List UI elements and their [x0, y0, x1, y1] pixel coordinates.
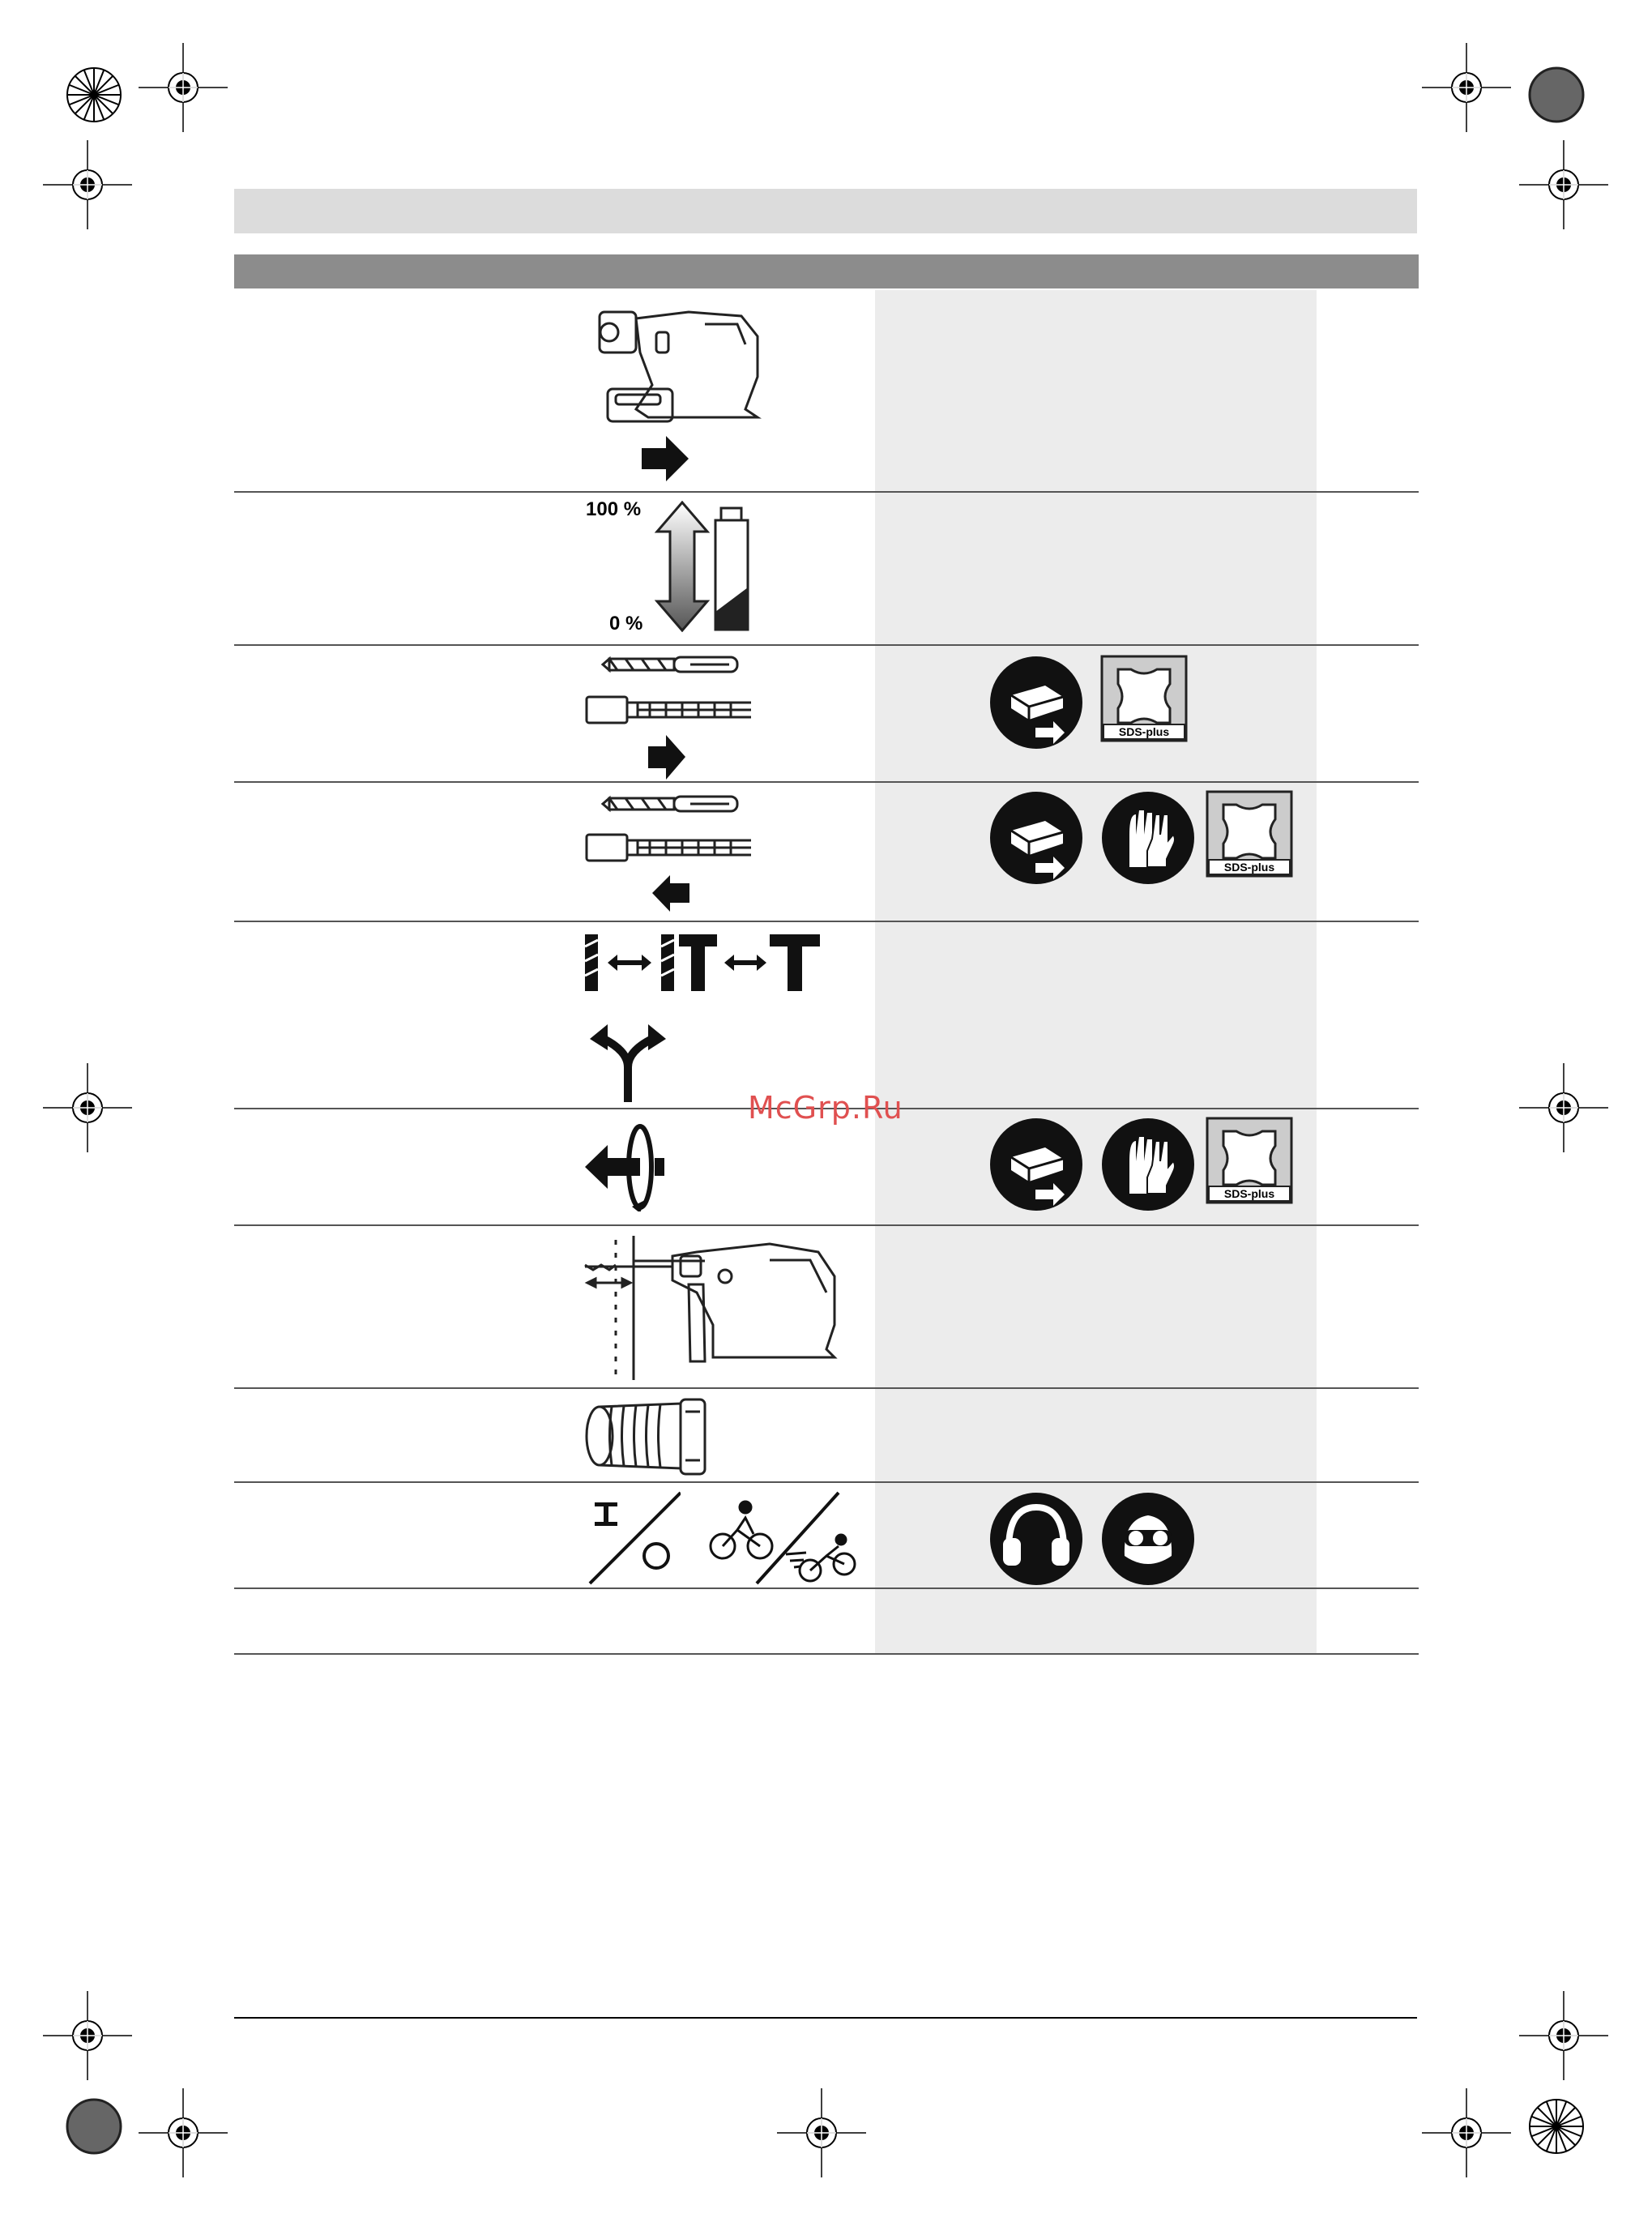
on-off-icon — [583, 1489, 681, 1585]
hammer-depth-icon — [583, 1236, 843, 1382]
fork-arrow-icon — [583, 1023, 672, 1104]
row-divider — [234, 491, 1419, 493]
charge-bottom-label: 0 % — [609, 613, 643, 635]
sds-plus-icon — [1206, 1117, 1293, 1204]
footer-rule — [234, 2017, 1417, 2019]
row-divider — [234, 1481, 1419, 1483]
dust-bellows-icon — [583, 1395, 713, 1476]
arrow-right-icon — [648, 735, 685, 780]
sds-plus-label: SDS-plus — [1223, 861, 1275, 874]
sds-plus-label: SDS-plus — [1118, 725, 1170, 738]
sds-plus-icon — [1100, 655, 1188, 742]
clean-bit-icon — [988, 790, 1084, 886]
arrow-right-icon — [642, 436, 689, 481]
chisel-icon — [585, 831, 755, 871]
chuck-rotate-icon — [583, 1122, 672, 1211]
row-divider — [234, 921, 1419, 922]
charge-top-label: 100 % — [586, 498, 642, 520]
row-divider — [234, 1224, 1419, 1226]
arrow-left-icon — [652, 875, 689, 912]
drill-mode-icon — [583, 930, 826, 995]
gloves-icon — [1100, 1117, 1196, 1212]
sds-plus-icon — [1206, 790, 1293, 878]
row-divider — [234, 1653, 1419, 1655]
battery-icon — [713, 506, 753, 632]
header-section-bar — [234, 254, 1419, 288]
row-divider — [234, 644, 1419, 646]
header-title-bar — [234, 189, 1417, 233]
row-divider — [234, 781, 1419, 783]
clean-bit-icon — [988, 1117, 1084, 1212]
eye-protection-icon — [1100, 1491, 1196, 1587]
double-arrow-icon — [654, 501, 711, 632]
ear-protection-icon — [988, 1491, 1084, 1587]
row-divider — [234, 1587, 1419, 1589]
sds-plus-label: SDS-plus — [1223, 1187, 1275, 1200]
row-divider — [234, 1387, 1419, 1389]
gray-column — [875, 290, 1317, 1653]
chisel-icon — [585, 693, 755, 733]
clean-bit-icon — [988, 655, 1084, 750]
watermark: McGrp.Ru — [748, 1090, 903, 1126]
speed-icon — [705, 1489, 867, 1585]
gloves-icon — [1100, 790, 1196, 886]
